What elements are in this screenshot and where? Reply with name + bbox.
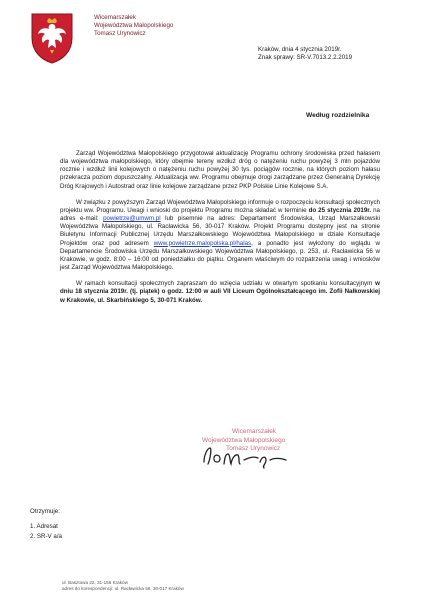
paragraph-text: lub pisemnie na adres: Departament Środowiska, Urząd Marszałkowski Województwa Małopolskiego, ul. Racławicka 56, 30-017 Kraków. Projekt Programu dostępny jest na stronie Biuletynu Informacji Publicznej Urzędu Marszałkowskiego Województwa Małopolskiego w dziale Konsultacje Projektów oraz pod adresem bbox=[60, 215, 380, 247]
case-reference: Znak sprawy: SR-V.7013.2.2.2019 bbox=[258, 54, 353, 61]
letterhead-title: Wicemarszałek bbox=[94, 14, 136, 21]
letterhead bbox=[94, 14, 173, 38]
footer-line: ul. Basztowa 22, 31-156 Kraków bbox=[62, 580, 128, 585]
list-item: 2. SR-V a/a bbox=[30, 533, 62, 540]
paragraph-intro: Zarząd Województwa Małopolskiego przygotował aktualizację Programu ochrony środowiska przed hałasem dla województwa małopolskiego, który obejmie tereny wzdłuż dróg o natężeniu ruchu powyżej 3 mln pojazdów rocznie i wzdłuż linii kolejowych o natężeniu ruchu powyżej 30 tys. pociągów rocznie, na których poziom hałasu przekracza poziom dopuszczalny. Aktualizacja ww. Programu obejmuje drogi zarządzane przez Generalną Dyrekcję Dróg Krajowych i Autostrad oraz linie kolejowe zarządzane przez PKP Polskie Linie Kolejowe S.A. bbox=[60, 150, 380, 190]
website-link[interactable]: www.powietrze.malopolska.pl/halas bbox=[153, 239, 252, 247]
paragraph-text: na adres e-mail: bbox=[60, 206, 380, 223]
place-date-block bbox=[258, 46, 352, 62]
recipients-list bbox=[30, 522, 62, 542]
letterhead-region: Województwa Małopolskiego bbox=[94, 22, 174, 29]
letterhead-name: Tomasz Urynowicz bbox=[94, 30, 146, 37]
paragraph-consultation bbox=[60, 199, 380, 272]
paragraph-text: W ramach konsultacji społecznych zapraszam do wzięcia udziału w otwartym spotkaniu konsultacyjnym bbox=[76, 280, 376, 288]
addressee: Według rozdzielnika bbox=[306, 112, 370, 119]
email-link[interactable]: powietrze@umwm.pl bbox=[103, 215, 161, 223]
stamp-line: Tomasz Urynowicz bbox=[226, 445, 281, 452]
stamp-line: Wicemarszałek bbox=[232, 428, 277, 435]
footer-line: adres do korespondencji: ul. Racławicka 56, 30-017 Kraków bbox=[62, 586, 184, 591]
list-item: 1. Adresat bbox=[30, 523, 58, 530]
footer-address bbox=[62, 580, 184, 592]
place-date: Kraków, dnia 4 stycznia 2019r. bbox=[258, 46, 342, 53]
paragraph-text: W związku z powyższym Zarząd Województwa Małopolskiego informuje o rozpoczęciu konsultacji społecznych projektu ww. Programu. Uwagi i wnioski do projektu Programu można składać w terminie bbox=[60, 198, 380, 214]
coat-of-arms-icon bbox=[30, 12, 74, 64]
handwritten-signature bbox=[200, 436, 320, 472]
recipients-label: Otrzymuje: bbox=[30, 508, 60, 515]
stamp-line: Województwa Małopolskiego bbox=[202, 436, 286, 444]
paragraph-meeting bbox=[60, 280, 380, 304]
deadline: do 25 stycznia 2019r. bbox=[308, 206, 372, 214]
paragraph-text: , a ponadto jest wyłożony do wglądu w Departamencie Środowiska Urzędu Marszałkowskiego Województwa Małopolskiego, p. 253, ul. Racławicka 56 w Krakowie, w godz. 8:00 – 16:00 od poniedziałku do piątku. Organem właściwym do rozpatrzenia uwag i wniosków jest Zarząd Województwa Małopolskiego. bbox=[60, 239, 380, 272]
letter-body bbox=[60, 150, 380, 313]
meeting-details: w dniu 18 stycznia 2019r. (tj. piątek) o godz. 12:00 w auli VII Liceum Ogólnokształcącego im. Zofii Nałkowskiej w Krakowie, ul. Skarbińskiego 5, 30-071 Kraków. bbox=[60, 280, 380, 304]
